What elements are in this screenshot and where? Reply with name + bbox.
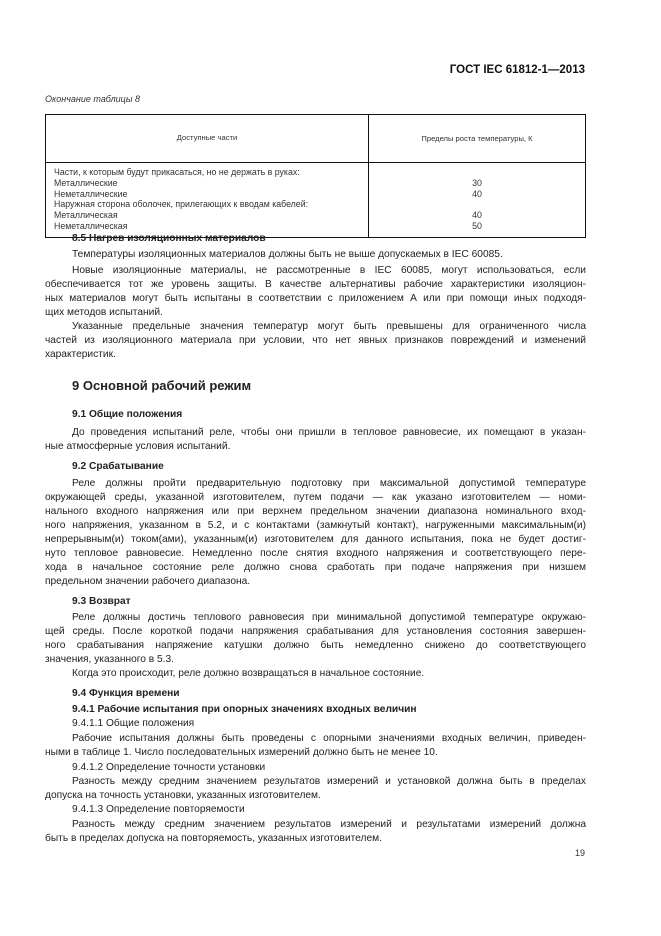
text-line: хода в начальное состояние реле должно снова сработать при подаче напряжения при низшем	[45, 562, 586, 573]
text-line: окружающей среды, указанной изготовителем, путем подачи — как указано изготовителем — номи-	[45, 492, 586, 503]
table-cell-text: 50	[472, 220, 482, 231]
paragraph	[45, 264, 586, 320]
text-line: Когда это происходит, реле должно возвращаться в начальное состояние.	[72, 668, 425, 679]
text-line: предельном значении рабочего диапазона.	[45, 576, 251, 587]
table-caption: Окончание таблицы 8	[45, 94, 140, 104]
text-line: нуто тепловое равновесие. Немедленно после снятия входного напряжения и соответствующего пере-	[45, 548, 586, 559]
clause-title: 9.4.1.3 Определение повторяемости	[72, 804, 245, 815]
document-code: ГОСТ IEC 61812-1—2013	[449, 64, 585, 76]
table-cell-text: 40	[472, 188, 482, 199]
section-heading: 8.5 Нагрев изоляционных материалов	[72, 233, 266, 244]
subsection-heading: 9.4.1 Рабочие испытания при опорных значениях входных величин	[72, 704, 417, 715]
text-line: ными в таблице 1. Число последовательных измерений должно быть не менее 10.	[45, 747, 438, 758]
text-line: Температуры изоляционных материалов должны быть не выше допускаемых в IEC 60085.	[72, 249, 503, 260]
table-cell-text: Наружная сторона оболочек, прилегающих к вводам кабелей:	[54, 199, 309, 210]
text-line: ных материалов могут быть испытаны в соответствии с приложением А или при помощи иных подходя-	[45, 293, 586, 304]
chapter-heading: 9 Основной рабочий режим	[72, 378, 252, 393]
text-line: ного срабатывания напряжение катушки должно быть немедленно снижено до соответствующего	[45, 640, 586, 651]
table-cell-text: 30	[472, 177, 482, 188]
text-line: ные атмосферные условия испытаний.	[45, 441, 231, 452]
clause-title: 9.4.1.2 Определение точности установки	[72, 762, 266, 773]
text-line: значения, указанного в 5.3.	[45, 654, 175, 665]
text-line: Разность между средним значением результатов измерений и результатами измерений должна	[72, 819, 586, 830]
text-line: Указанные предельные значения температур могут быть превышены для ограниченного числа	[72, 321, 586, 332]
limits-cell	[369, 163, 586, 238]
text-line: допуска на точность установки, указанных изготовителем.	[45, 790, 321, 801]
text-line: Рабочие испытания должны быть проведены с опорными значениями входных величин, приведен-	[72, 733, 586, 744]
text-line: Разность между средним значением результатов измерений и установкой должна быть в пределах	[72, 776, 586, 787]
text-line: Новые изоляционные материалы, не рассмотренные в IEC 60085, могут использоваться, если	[72, 265, 586, 276]
paragraph	[45, 320, 586, 362]
text-line: непрерывным(и) током(ами), указанным(и) изготовителем для данного испытания, пока не будет достиг-	[45, 534, 586, 545]
paragraph	[45, 477, 586, 589]
table-cell-text	[369, 167, 585, 178]
section-heading: 9.1 Общие положения	[72, 409, 183, 420]
text-line: Реле должны пройти предварительную подготовку при максимальной допустимой температуре	[72, 478, 586, 489]
paragraph	[45, 775, 586, 803]
text-line: характеристик.	[45, 349, 116, 360]
table-cell-text	[369, 199, 585, 210]
paragraph	[45, 426, 586, 454]
text-line: щей среды. После короткой подачи напряжения срабатывания для установления состояния завершен-	[45, 626, 586, 637]
table-row	[46, 163, 586, 238]
text-line: Реле должны достичь теплового равновесия при минимальной допустимой температуре окружаю-	[72, 612, 586, 623]
section-heading: 9.4 Функция времени	[72, 688, 180, 699]
table-cell-text: Металлические	[54, 177, 118, 188]
paragraph	[45, 818, 586, 846]
text-line: частей из изоляционного материала при условии, что нет явных признаков повреждений и изменений	[45, 335, 586, 346]
parts-cell	[46, 163, 369, 238]
temperature-limits-table	[45, 114, 586, 238]
paragraph	[45, 248, 586, 262]
clause-title: 9.4.1.1 Общие положения	[72, 718, 195, 729]
paragraph	[45, 667, 586, 681]
table-cell-text: Металлическая	[54, 210, 118, 221]
text-line: нального входного напряжения или при верхнем предельном значении диапазона номинального вход-	[45, 506, 586, 517]
text-line: обеспечивается тот же уровень защиты. В качестве альтернативы рабочие характеристики изоляцион-	[45, 279, 586, 290]
paragraph	[45, 732, 586, 760]
text-line: щих методов испытаний.	[45, 307, 163, 318]
text-line: До проведения испытаний реле, чтобы они пришли в тепловое равновесие, их помещают в указан-	[72, 427, 586, 438]
column-header-parts: Доступные части	[46, 115, 369, 163]
section-heading: 9.2 Срабатывание	[72, 461, 164, 472]
column-header-limits: Пределы роста температуры, К	[369, 115, 586, 163]
table-cell-text: Части, к которым будут прикасаться, но не держать в руках:	[54, 167, 300, 177]
section-heading: 9.3 Возврат	[72, 596, 131, 607]
text-line: ного напряжения, указанном в 5.2, и с контактами (замкнутый контакт), нагруженными максимальным(и)	[45, 520, 586, 531]
table-header-row	[46, 115, 586, 163]
page-number: 19	[574, 848, 585, 858]
paragraph	[45, 611, 586, 667]
table-cell-text: Неметаллическая	[54, 220, 128, 231]
text-line: быть в пределах допуска на повторяемость, указанных изготовителем.	[45, 833, 382, 844]
table-cell-text: 40	[472, 210, 482, 221]
table-cell-text: Неметаллические	[54, 188, 128, 199]
